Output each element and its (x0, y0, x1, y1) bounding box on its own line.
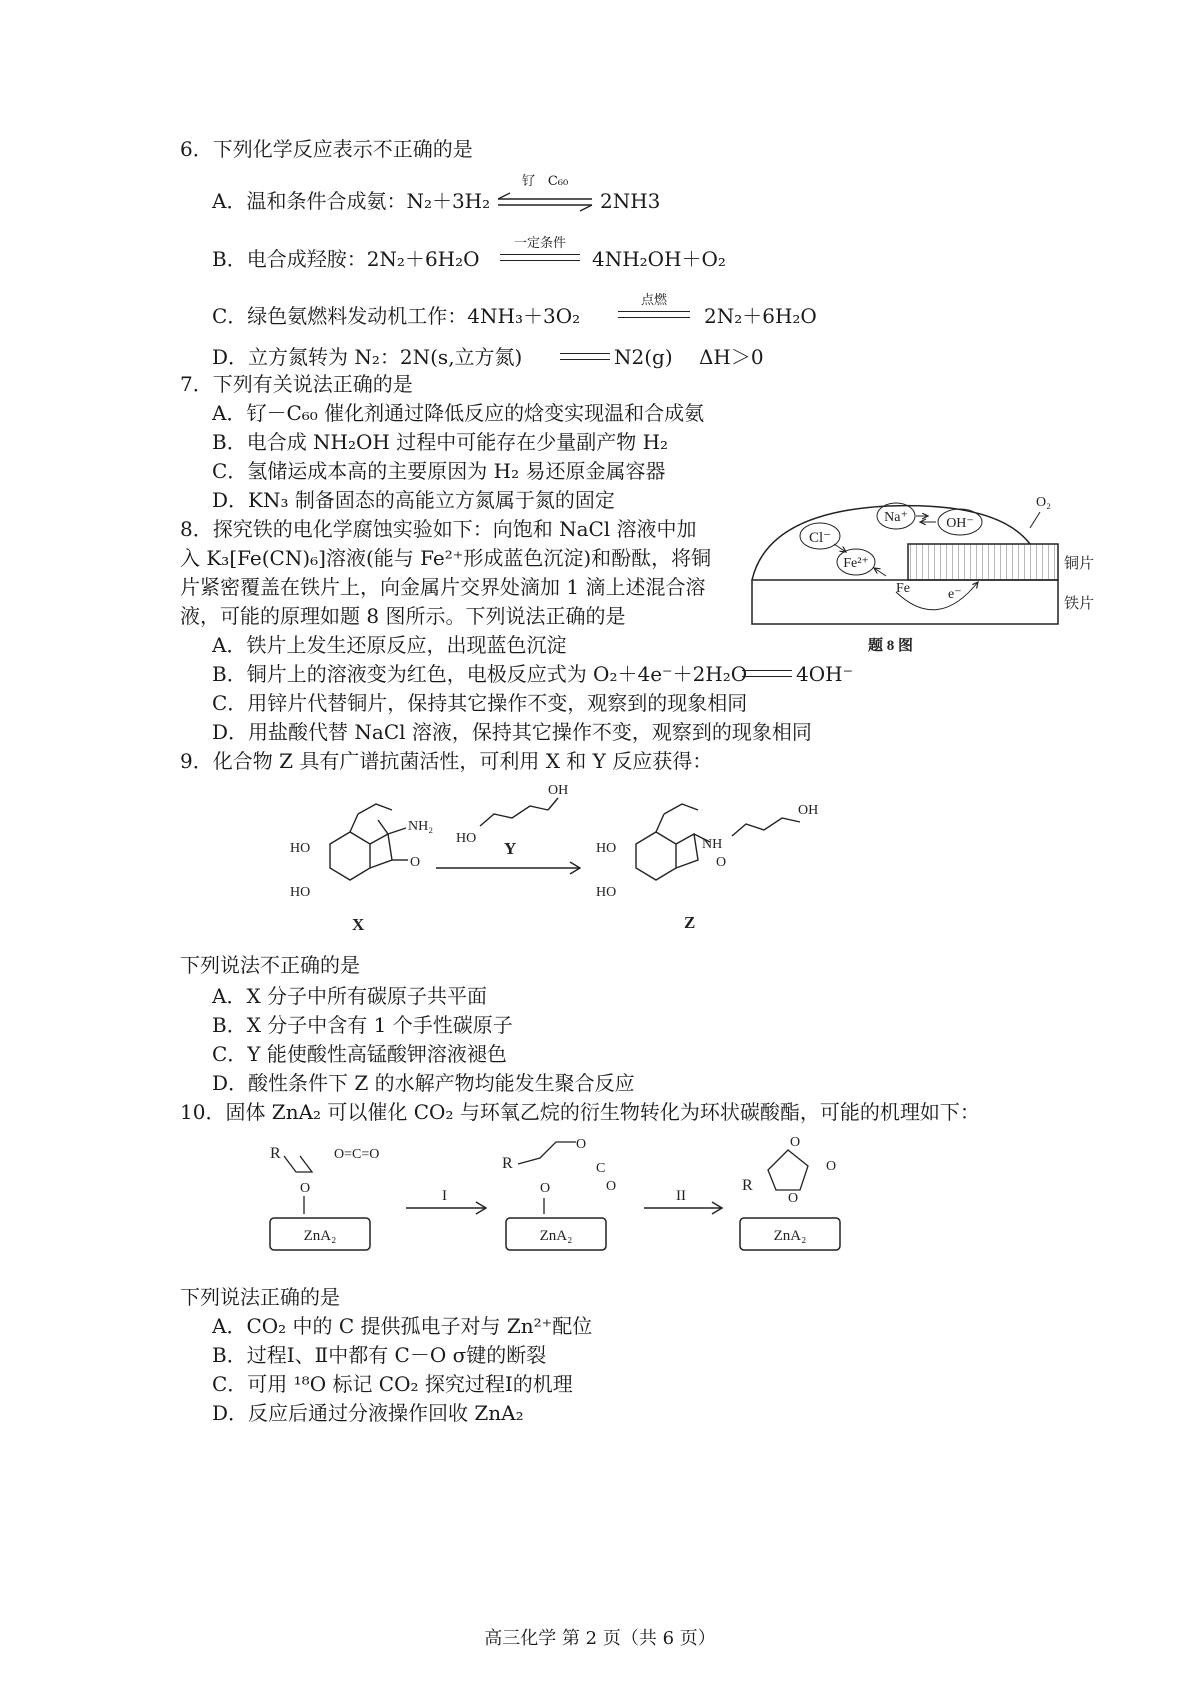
label-y: Y (504, 839, 517, 858)
q6-b-condition: 一定条件 (513, 236, 566, 251)
label-z: Z (684, 913, 696, 932)
q8-stem-line2: 入 K₃[Fe(CN)₆]溶液(能与 Fe²⁺形成蓝色沉淀)和酚酞，将铜 (180, 546, 712, 570)
copper-plate (908, 544, 1058, 580)
q6-d-product: N2(g) ΔH＞0 (614, 345, 764, 369)
q6-a-condition: 钌 C₆₀ (521, 174, 569, 189)
q6-d-eq-bar-bottom (560, 359, 610, 360)
q9-sub-stem: 下列说法不正确的是 (180, 953, 360, 977)
z-ho-top: HO (596, 841, 617, 856)
o2-label: O₂ (1036, 495, 1051, 510)
q6-b-eq-bar-bottom (500, 260, 580, 261)
o2-pointer (1030, 512, 1040, 528)
q6-a-equilibrium-arrow (496, 192, 596, 212)
q6-d-eq-bar-top (560, 353, 610, 354)
q10-sub-stem: 下列说法正确的是 (180, 1285, 340, 1309)
q6-option-a (212, 188, 490, 214)
z-carbonyl-o: O (716, 855, 727, 870)
q8-stem-line4: 液，可能的原理如题 8 图所示。下列说法正确的是 (180, 604, 626, 628)
step2-label: II (676, 1188, 686, 1204)
q7-option-a: A．钌－C₆₀ 催化剂通过降低反应的焓变实现温和合成氨 (212, 401, 705, 425)
y-ho: HO (456, 831, 477, 846)
q7-option-c: C．氢储运成本高的主要原因为 H₂ 易还原金属容器 (212, 459, 666, 483)
q6-option-b (212, 246, 480, 272)
q8-b-eq-bar-top (742, 670, 792, 671)
q6-option-c (212, 303, 580, 329)
q9-reaction-scheme (280, 780, 920, 940)
s2-c: C (596, 1161, 606, 1176)
s2-zna2: ZnA₂ (539, 1228, 573, 1244)
s3-zna2: ZnA₂ (773, 1228, 807, 1244)
q8-b-text: B．铜片上的溶液变为红色，电极反应式为 O₂＋4e⁻＋2H₂O (212, 662, 748, 686)
q10-stem: 10．固体 ZnA₂ 可以催化 CO₂ 与环氧乙烷的衍生物转化为环状碳酸酯，可能的机理如下： (180, 1100, 980, 1124)
oh-ion-label: OH⁻ (946, 516, 974, 531)
q8-option-c: C．用锌片代替铜片，保持其它操作不变，观察到的现象相同 (212, 691, 748, 715)
s2-r: R (502, 1155, 513, 1172)
q8-stem-line1: 8．探究铁的电化学腐蚀实验如下：向饱和 NaCl 溶液中加 (180, 517, 697, 541)
s2-o-minus: O (540, 1181, 551, 1196)
q8-figure (748, 492, 1108, 662)
q6-a-product: 2NH3 (600, 189, 661, 213)
s2-o2: O (606, 1179, 617, 1194)
x-nh2: NH₂ (408, 819, 434, 834)
q6-c-text: C．绿色氨燃料发动机工作：4NH₃＋3O₂ (212, 304, 581, 328)
x-carbonyl-o: O (410, 855, 421, 870)
electron-label: e⁻ (948, 587, 962, 602)
q6-b-text: B．电合成羟胺：2N₂＋6H₂O (212, 247, 480, 271)
q8-option-b (212, 661, 747, 687)
q8-stem-line3: 片紧密覆盖在铁片上，向金属片交界处滴加 1 滴上述混合溶 (180, 575, 706, 599)
q6-b-product: 4NH₂OH＋O₂ (592, 247, 726, 271)
q6-c-condition: 点燃 (640, 293, 667, 308)
q6-c-eq-bar-bottom (618, 317, 690, 318)
fe-label: Fe (896, 581, 910, 596)
s3-o-top: O (790, 1135, 801, 1150)
s2-o: O (576, 1137, 587, 1152)
z-oh: OH (798, 803, 819, 818)
s1-epoxide-o: O (300, 1181, 311, 1196)
q8-b-product: 4OH⁻ (796, 662, 854, 686)
s1-r: R (270, 1145, 281, 1162)
figure-caption: 题 8 图 (868, 638, 914, 654)
s1-zna2: ZnA₂ (303, 1228, 337, 1244)
s1-co2: O=C=O (334, 1147, 380, 1162)
cl-ion-label: Cl⁻ (808, 530, 832, 546)
q8-b-eq-bar-bottom (742, 676, 792, 677)
fe2-ion-label: Fe²⁺ (843, 556, 869, 571)
page-footer: 高三化学 第 2 页（共 6 页） (484, 1628, 716, 1649)
q9-option-a: A．X 分子中所有碳原子共平面 (212, 984, 488, 1008)
q10-option-a: A．CO₂ 中的 C 提供孤电子对与 Zn²⁺配位 (212, 1314, 593, 1338)
q10-option-c: C．可用 ¹⁸O 标记 CO₂ 探究过程Ⅰ的机理 (212, 1372, 573, 1396)
q7-option-d: D．KN₃ 制备固态的高能立方氮属于氮的固定 (212, 488, 615, 512)
q7-stem: 7．下列有关说法正确的是 (180, 372, 413, 396)
y-oh: OH (548, 783, 569, 798)
q9-option-b: B．X 分子中含有 1 个手性碳原子 (212, 1013, 513, 1037)
s3-o-bottom: O (788, 1191, 799, 1206)
q6-a-text: A．温和条件合成氨：N₂＋3H₂ (212, 189, 491, 213)
q6-d-text: D．立方氮转为 N₂：2N(s,立方氮) (212, 345, 523, 369)
stage-3 (740, 1135, 840, 1250)
q10-option-d: D．反应后通过分液操作回收 ZnA₂ (212, 1401, 524, 1425)
q9-option-d: D．酸性条件下 Z 的水解产物均能发生聚合反应 (212, 1071, 635, 1095)
q6-stem: 6．下列化学反应表示不正确的是 (180, 137, 473, 161)
q9-stem: 9．化合物 Z 具有广谱抗菌活性，可利用 X 和 Y 反应获得： (180, 749, 713, 773)
q6-c-product: 2N₂＋6H₂O (704, 304, 817, 328)
x-ho-bottom: HO (290, 885, 311, 900)
z-ho-bottom: HO (596, 885, 617, 900)
z-nh: NH (702, 837, 723, 852)
q9-option-c: C．Y 能使酸性高锰酸钾溶液褪色 (212, 1042, 507, 1066)
q7-option-b: B．电合成 NH₂OH 过程中可能存在少量副产物 H₂ (212, 430, 669, 454)
q8-option-d: D．用盐酸代替 NaCl 溶液，保持其它操作不变，观察到的现象相同 (212, 720, 812, 744)
copper-label: 铜片 (1064, 556, 1095, 572)
step1-label: I (442, 1188, 447, 1204)
molecule-x (290, 804, 433, 934)
s3-r: R (742, 1177, 753, 1194)
stage-1 (270, 1145, 379, 1250)
iron-label: 铁片 (1064, 596, 1095, 612)
q8-option-a: A．铁片上发生还原反应，出现蓝色沉淀 (212, 633, 567, 657)
molecule-z (596, 803, 818, 932)
q6-option-d (212, 344, 522, 370)
x-ho-top: HO (290, 841, 311, 856)
q6-b-eq-bar-top (500, 254, 580, 255)
stage-2 (502, 1137, 616, 1250)
na-ion-label: Na⁺ (884, 510, 908, 525)
label-x: X (352, 915, 365, 934)
q6-c-eq-bar-top (618, 311, 690, 312)
s3-o-carbonyl: O (826, 1159, 837, 1174)
fe-arrow (874, 568, 886, 576)
q10-mechanism (260, 1128, 900, 1268)
cl-arrow (834, 544, 846, 552)
molecule-y (456, 783, 568, 858)
q10-option-b: B．过程Ⅰ、Ⅱ中都有 C－O σ键的断裂 (212, 1343, 547, 1367)
